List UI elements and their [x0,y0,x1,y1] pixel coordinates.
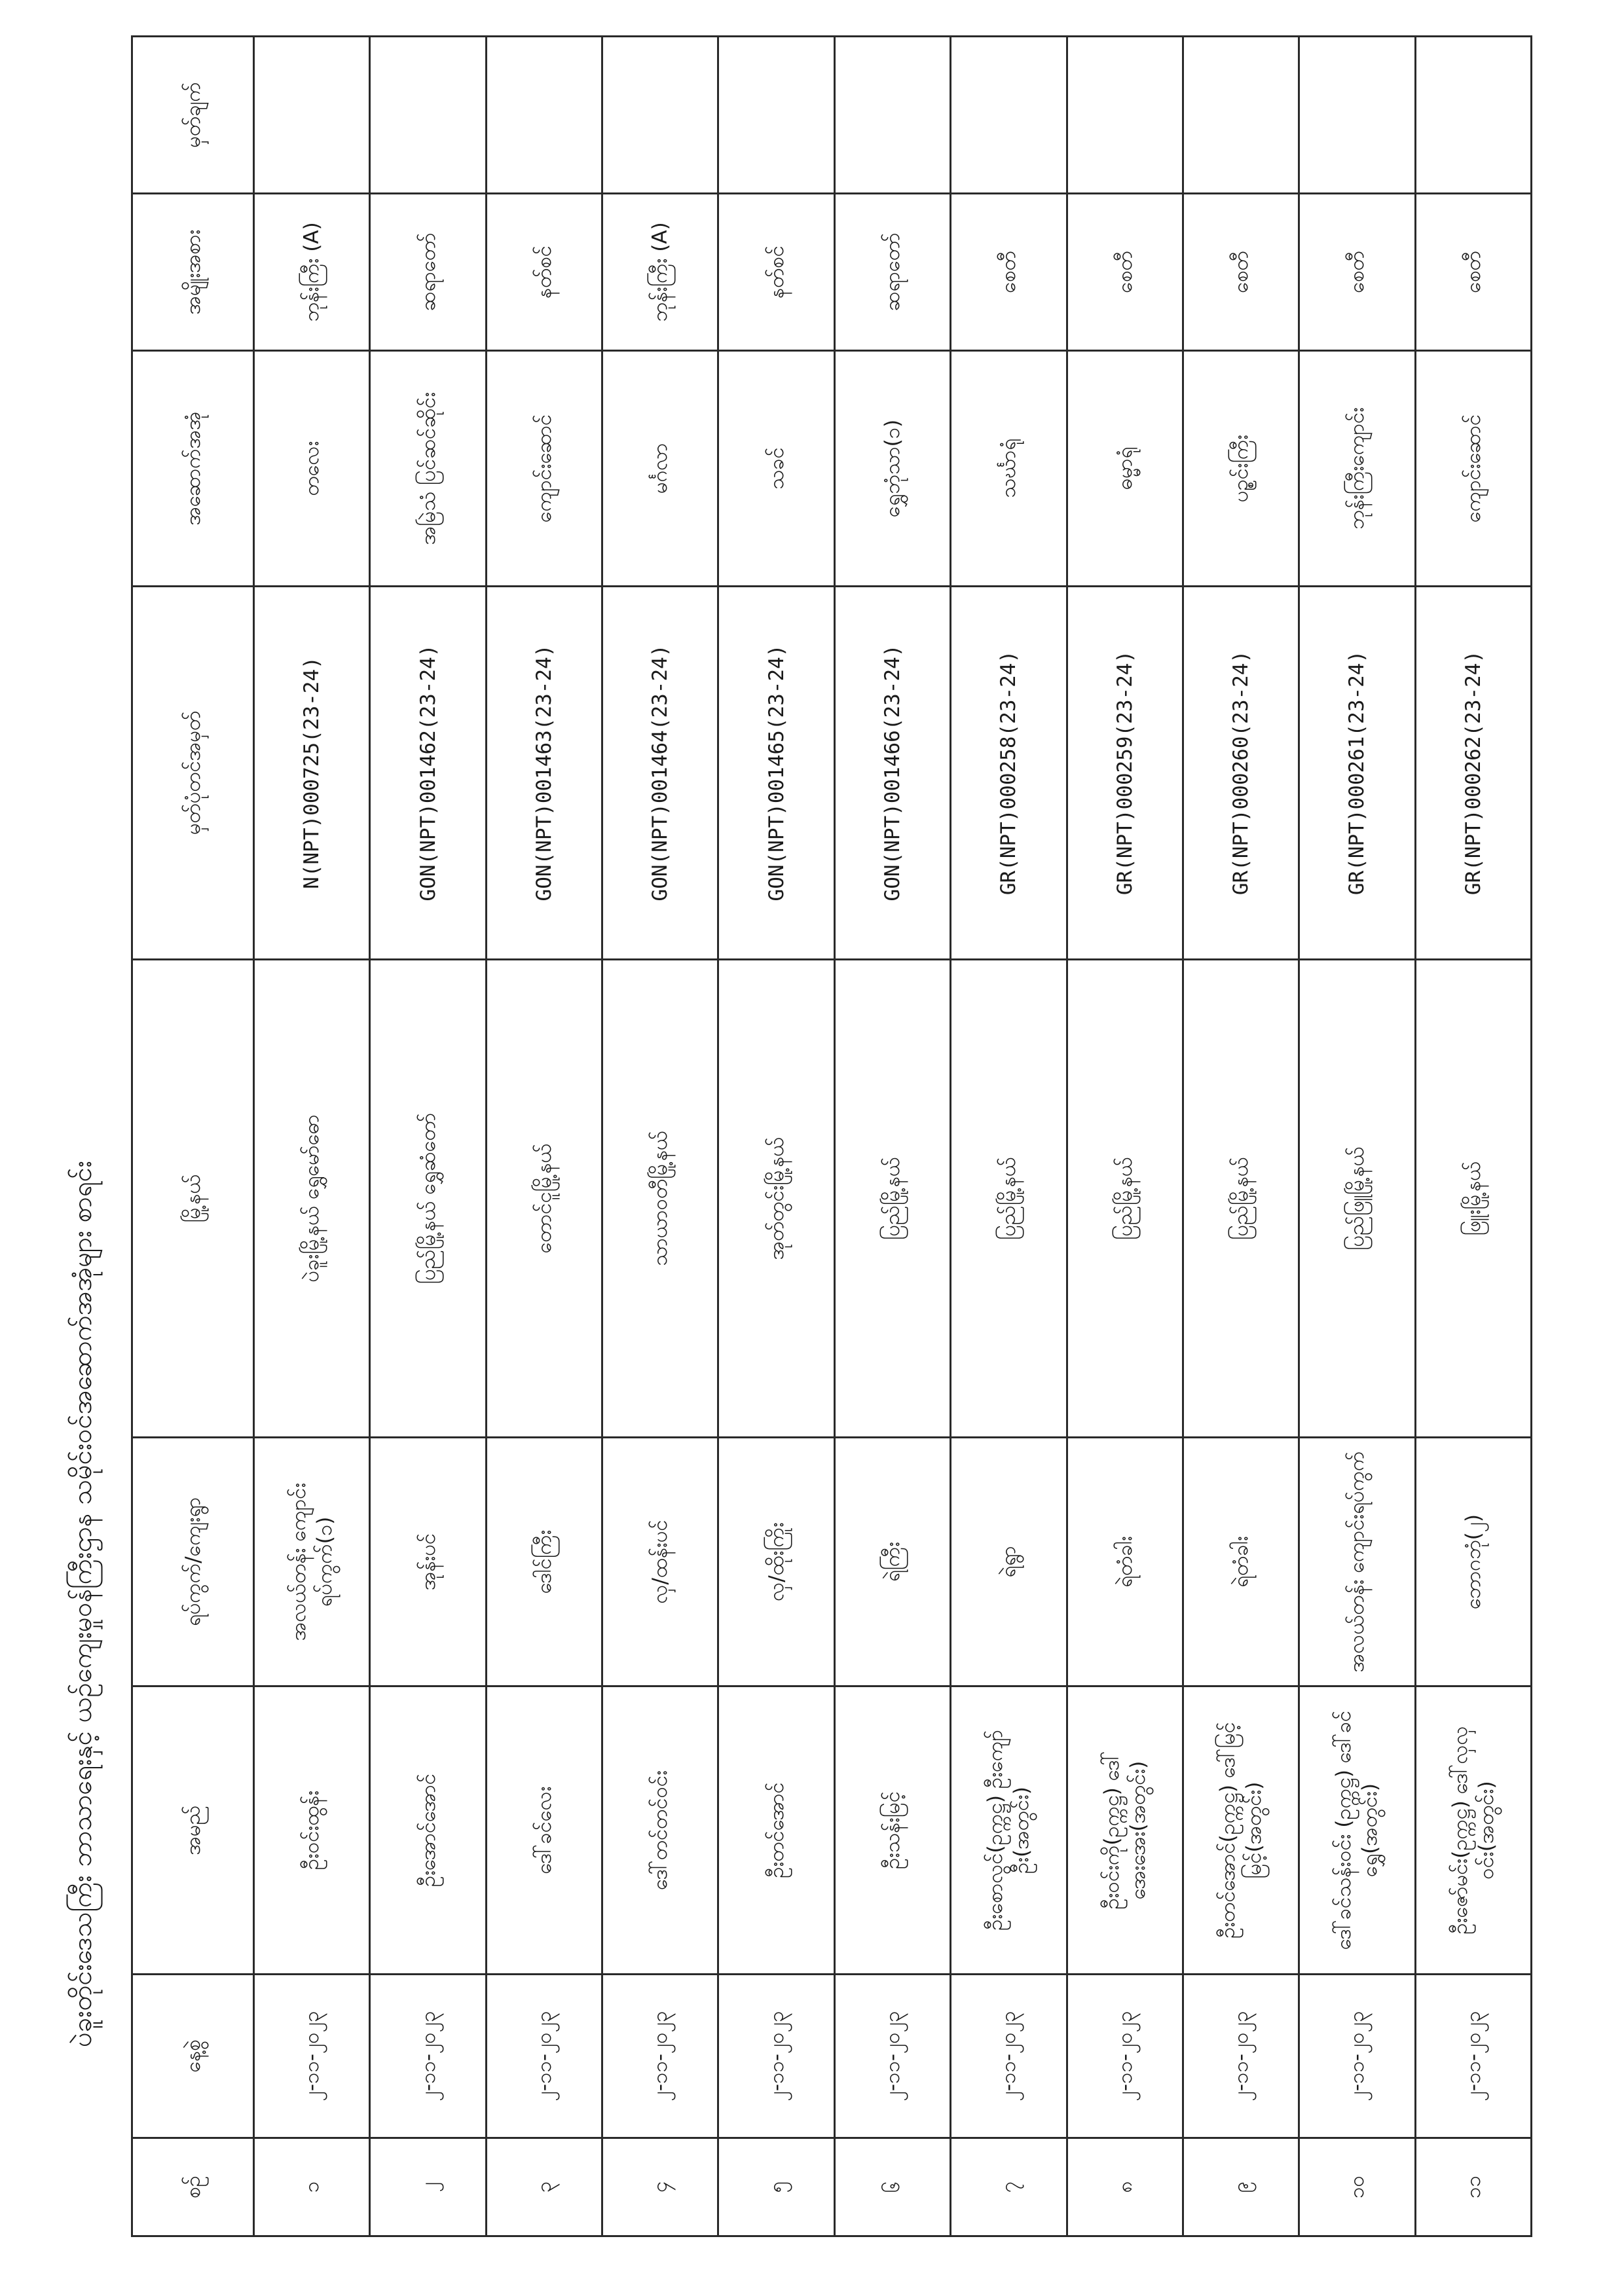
header-col-type: အမျိုးအစား [132,194,254,351]
table-row [1299,37,1415,2236]
col-ward-cell: ရဲတံခါး [1067,1438,1183,1686]
col-no-cell: ၈ [1067,2138,1183,2236]
col-remarks-cell [370,37,486,194]
table-row [1067,37,1183,2236]
col-name-cell: ဒေါ်ခင်လေး [486,1686,602,1975]
col-township-cell: ပြည်ဖြူမြို့နယ် [1299,960,1415,1438]
table-row [718,37,834,2236]
col-date-cell: ၂-၁၁-၂၀၂၃ [486,1975,602,2138]
header-col-remarks: မှတ်ချက် [132,37,254,194]
col-no-cell: ၁ [254,2138,370,2236]
col-township-cell: ပဲခူးမြို့နယ် ရွှေမော်ဓော [254,960,370,1438]
col-type-cell: ဘုန်းကြီး (A) [254,194,370,351]
table-row [834,37,950,2236]
col-remarks-cell [254,37,370,194]
col-no-cell: ၅ [718,2138,834,2236]
col-building-cell: သင်္ဃာရုံ [951,351,1067,587]
col-remarks-cell [1067,37,1183,194]
col-township-cell: ပြည်မြို့နယ် [1183,960,1299,1438]
col-ward-cell: အလယ်တန်း ကျောင်းရပ်ကွက် [1299,1438,1415,1686]
table-row [486,37,602,2236]
header-col-no: စဉ် [132,2138,254,2236]
header-row [132,37,254,2236]
col-township-cell: တောင်ငူမြို့နယ် [486,960,602,1438]
col-no-cell: ၃ [486,2138,602,2236]
col-ward-cell: အုန်းပင် [370,1438,486,1686]
col-name-cell: ဒေါ်တင်တင်ဝင်း [602,1686,718,1975]
col-name-cell: ဦးဝင်းကို(ဥက္ကဋ္ဌ) ဒေါ်အေးအေး(အတွင်း) [1067,1686,1183,1975]
col-type-cell: စေတီ [1299,194,1415,351]
col-remarks-cell [1183,37,1299,194]
col-building-cell: ဓမ္မာရုံ [1067,351,1183,587]
col-registration-no-cell: GON(NPT)001465(23-24) [718,587,834,960]
col-type-cell: နတ်စင် [718,194,834,351]
col-type-cell: ဆရာတော် [370,194,486,351]
col-date-cell: ၂-၁၁-၂၀၂၃ [602,1975,718,2138]
col-township-cell: အုတ်တွင်းမြို့နယ် [718,960,834,1438]
col-registration-no-cell: GON(NPT)001463(23-24) [486,587,602,960]
col-township-cell: ပြည်မြို့နယ် [834,960,950,1438]
col-registration-no-cell: GR(NPT)000258(23-24) [951,587,1067,960]
col-date-cell: ၂-၁၁-၂၀၂၃ [1415,1975,1531,2138]
col-township-cell: ပြည်မြို့နယ် ရွှေဆံတော် [370,960,486,1438]
col-date-cell: ၂-၁၁-၂၀၂၃ [1067,1975,1183,2138]
col-township-cell: ပြည်မြို့နယ် [1067,960,1183,1438]
col-name-cell: ဦးသန်းမြင့် [834,1686,950,1975]
col-date-cell: ၂-၁၁-၂၀၂၃ [718,1975,834,2138]
col-ward-cell: ဘောဂဘုံ(၂) [1415,1438,1531,1686]
col-remarks-cell [718,37,834,194]
col-date-cell: ၂-၁၁-၂၀၂၃ [834,1975,950,2138]
col-type-cell: စေတီ [1067,194,1183,351]
col-ward-cell: လှ/ထိုးကြိုး [718,1438,834,1686]
col-no-cell: ၂ [370,2138,486,2236]
header-col-date: နေ့စွဲ [132,1975,254,2138]
table-row [254,37,370,2236]
col-no-cell: ၆ [834,2138,950,2236]
col-no-cell: ၁၀ [1299,2138,1415,2236]
col-building-cell: ပဉ္စင်းကြီး [1183,351,1299,587]
col-building-cell: သခင် [718,351,834,587]
table-body [254,37,1532,2236]
col-date-cell: ၂-၁၁-၂၀၂၃ [951,1975,1067,2138]
col-township-cell: ဖြူးမြို့နယ် [1415,960,1531,1438]
col-ward-cell: ဒေါင်ကြီး [486,1438,602,1686]
col-remarks-cell [951,37,1067,194]
col-remarks-cell [486,37,602,194]
col-name-cell: ဦးဇော်မင်း(ဥက္ကဋ္ဌ) ဒေါ်လှလှဝင်း(အတွင်း) [1415,1686,1531,1975]
col-registration-no-cell: GON(NPT)001462(23-24) [370,587,486,960]
header-col-township: မြို့နယ် [132,960,254,1438]
col-remarks-cell [602,37,718,194]
col-date-cell: ၂-၁၁-၂၀၂၃ [1299,1975,1415,2138]
col-type-cell: ဆရာတော် [834,194,950,351]
table-row [1183,37,1299,2236]
col-ward-cell: ရဲတံခါး [1183,1438,1299,1686]
col-type-cell: စေတီ [951,194,1067,351]
page-title: ပဲခူးတိုင်းဒေသကြီး ဘာသာရေးနှင့် ယဉ်ကျေးမှုဝန်ကြီးဌာန သမိုင်းဝင်အဆောက်အအုံများ စာရင်း [67,1161,98,2047]
col-no-cell: ၉ [1183,2138,1299,2236]
register-table [131,35,1532,2237]
col-name-cell: ဦးအောင်အောင် [370,1686,486,1975]
col-building-cell: ကျောင်းဆောင် [1415,351,1531,587]
col-building-cell: ရွှေဘုံသာ(၁) [834,351,950,587]
table-row [951,37,1067,2236]
col-name-cell: ဦးဝင်းထွန်း [254,1686,370,1975]
table-row [1415,37,1531,2236]
col-building-cell: မင်္ဂလာ [602,351,718,587]
col-date-cell: ၂-၁၁-၂၀၂၃ [254,1975,370,2138]
header-col-name: အမည် [132,1686,254,1975]
col-registration-no-cell: GR(NPT)000259(23-24) [1067,587,1183,960]
col-name-cell: ဦးစောလွင်(ဥက္ကဋ္ဌ) ဦးကျော်ဦး(အတွင်း) [951,1686,1067,1975]
col-registration-no-cell: GR(NPT)000261(23-24) [1299,587,1415,960]
col-registration-no-cell: GR(NPT)000262(23-24) [1415,587,1531,960]
col-ward-cell: ရဲကြီး [834,1438,950,1686]
header-col-registration-no: မှတ်ပုံတင်အမှတ် [132,587,254,960]
col-registration-no-cell: GON(NPT)001464(23-24) [602,587,718,960]
col-remarks-cell [1415,37,1531,194]
col-name-cell: ဦးတင်အောင်(ဥက္ကဋ္ဌ) ဒေါ်မြင့်မြင့်(အတွင်း) [1183,1686,1299,1975]
col-township-cell: ပြည်မြို့နယ် [951,960,1067,1438]
col-no-cell: ၇ [951,2138,1067,2236]
col-no-cell: ၄ [602,2138,718,2236]
col-remarks-cell [834,37,950,194]
col-township-cell: သာယာဝတီမြို့နယ် [602,960,718,1438]
header-col-ward: ရပ်ကွက်/ကျေးရွာ [132,1438,254,1686]
col-building-cell: တလေး [254,351,370,587]
col-type-cell: စေတီ [1415,194,1531,351]
col-ward-cell: ရဲရွာ [951,1438,1067,1686]
col-date-cell: ၂-၁၁-၂၀၂၃ [1183,1975,1299,2138]
col-building-cell: ကျောင်းဆောင် [486,351,602,587]
table-row [370,37,486,2236]
col-registration-no-cell: GR(NPT)000260(23-24) [1183,587,1299,960]
col-date-cell: ၂-၁၁-၂၀၂၃ [370,1975,486,2138]
col-ward-cell: အလယ်တန်း ကျောင်းရပ်ကွက်(၁) [254,1438,370,1686]
col-registration-no-cell: N(NPT)000725(23-24) [254,587,370,960]
col-remarks-cell [1299,37,1415,194]
col-building-cell: ဘုန်းကြီးကျောင်း [1299,351,1415,587]
col-type-cell: နတ်စင် [486,194,602,351]
col-registration-no-cell: GON(NPT)001466(23-24) [834,587,950,960]
col-name-cell: ဒေါ်ခင်သန်းဝင်း (ဥက္ကဋ္ဌ) ဒေါ်ခင်ရွှေ(အတွင်း) [1299,1686,1415,1975]
col-building-cell: အမြဲသံ ပြင်ဆင်ဆိုင်း [370,351,486,587]
header-col-building: အဆောက်အအုံ [132,351,254,587]
col-ward-cell: လှ/ထန်းပင် [602,1438,718,1686]
col-name-cell: ဦးတင်အောင် [718,1686,834,1975]
col-type-cell: ဘုန်းကြီး (A) [602,194,718,351]
col-no-cell: ၁၁ [1415,2138,1531,2236]
table-row [602,37,718,2236]
col-type-cell: စေတီ [1183,194,1299,351]
